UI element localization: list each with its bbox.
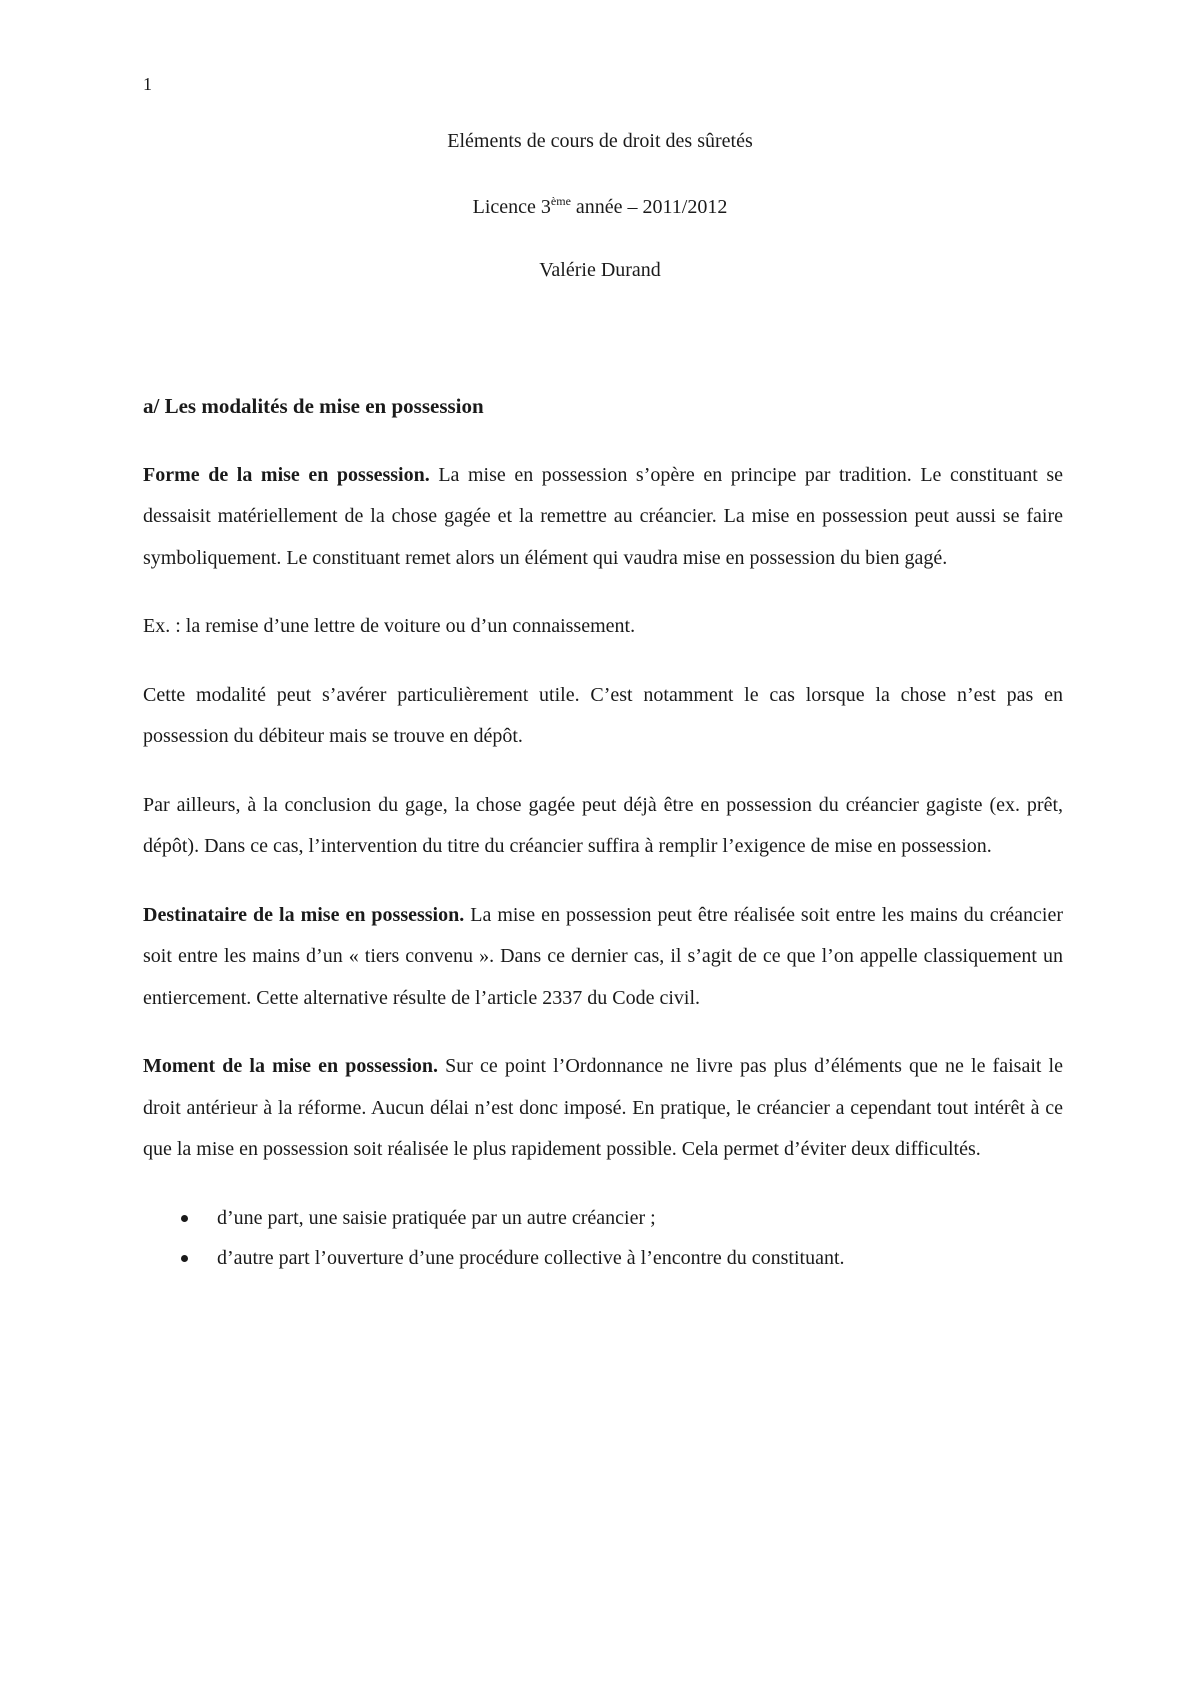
paragraph-destinataire-lead: Destinataire de la mise en possession. bbox=[143, 903, 465, 926]
paragraph-modalite: Cette modalité peut s’avérer particulièrement utile. C’est notamment le cas lorsque la chose n’est pas en possession du débiteur mais se trouve en dépôt. bbox=[143, 683, 1063, 747]
paragraph-moment-lead: Moment de la mise en possession. bbox=[143, 1055, 439, 1077]
bullet-icon bbox=[181, 1255, 188, 1262]
course-level bbox=[0, 196, 1200, 219]
section-heading: a/ Les modalités de mise en possession bbox=[143, 394, 484, 418]
paragraph-destinataire-text: La mise en possession peut être réalisée soit entre les mains du créancier soit entre les mains d’un « tiers convenu ». Dans ce dernier cas, il s’agit de ce que l’on appelle classiquement un entiercement. Cette alternative résulte de l’article 2337 du Code civil. bbox=[143, 903, 1063, 1009]
list-item-text: d’autre part l’ouverture d’une procédure collective à l’encontre du constituant. bbox=[217, 1246, 845, 1269]
document-body bbox=[143, 386, 1063, 1278]
bullet-icon bbox=[181, 1215, 188, 1222]
paragraph-forme-text: La mise en possession s’opère en principe par tradition. Le constituant se dessaisit matériellement de la chose gagée et la remettre au créancier. La mise en possession peut aussi se faire symboliquement. Le constituant remet alors un élément qui vaudra mise en possession du bien gagé. bbox=[143, 463, 1064, 569]
paragraph-forme bbox=[143, 455, 1063, 580]
document-title: Eléments de cours de droit des sûretés bbox=[447, 130, 753, 152]
course-level-suffix: année – 2011/2012 bbox=[570, 196, 728, 218]
paragraph-forme-lead: Forme de la mise en possession. bbox=[143, 463, 430, 486]
page-number: 1 bbox=[143, 74, 152, 94]
paragraph-destinataire bbox=[143, 895, 1063, 1020]
course-level-prefix: Licence 3 bbox=[472, 196, 551, 218]
list-item bbox=[143, 1238, 1063, 1278]
paragraph-ailleurs: Par ailleurs, à la conclusion du gage, la chose gagée peut déjà être en possession du créancier gagiste (ex. prêt, dépôt). Dans ce cas, l’intervention du titre du créancier suffira à remplir l’exigence de mise en possession. bbox=[143, 793, 1063, 857]
paragraph-moment bbox=[143, 1046, 1063, 1171]
list-item bbox=[143, 1198, 1063, 1238]
difficulties-list bbox=[143, 1198, 1063, 1278]
course-level-superscript: ème bbox=[550, 194, 571, 208]
paragraph-moment-text: Sur ce point l’Ordonnance ne livre pas plus d’éléments que ne le faisait le droit antérieur à la réforme. Aucun délai n’est donc imposé. En pratique, le créancier a cependant tout intérêt à ce que la mise en possession soit réalisée le plus rapidement possible. Cela permet d’éviter deux difficultés. bbox=[143, 1055, 1063, 1160]
author-name: Valérie Durand bbox=[539, 259, 661, 281]
paragraph-example: Ex. : la remise d’une lettre de voiture ou d’un connaissement. bbox=[143, 615, 636, 637]
list-item-text: d’une part, une saisie pratiquée par un autre créancier ; bbox=[217, 1206, 656, 1229]
